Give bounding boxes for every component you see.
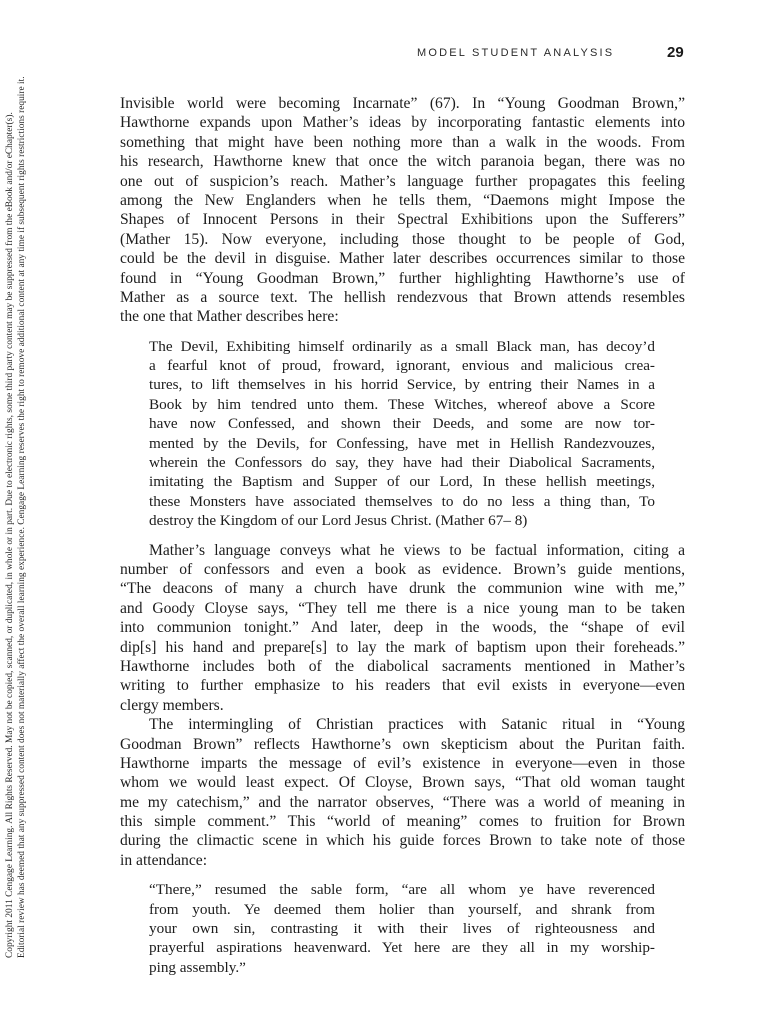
body-text <box>120 94 685 987</box>
copyright-line-2: Editorial review has deemed that any suppressed content does not materially affect the overall learning experience. Cengage Learning reserves the right to remove additional content at any time if subsequent rights restrictions require it. <box>17 76 27 958</box>
quote-line: Book by him tendred unto them. These Witches, whereof above a Score <box>149 395 655 413</box>
block-quote-2 <box>149 880 655 977</box>
paragraph-2 <box>120 541 685 716</box>
quote-line: prayerful aspirations heavenward. Yet here are they all in my worship- <box>149 939 655 957</box>
text-line: and Goody Cloyse says, “They tell me there is a nice young man to be taken <box>120 599 685 617</box>
text-line: writing to further emphasize to his readers that evil exists in everyone—even <box>120 677 685 695</box>
text-line: could be the devil in disguise. Mather later describes occurrences similar to those <box>120 250 685 268</box>
text-line: dip[s] his hand and prepare[s] to lay the mark of baptism upon their foreheads.” <box>120 638 685 656</box>
text-line: something that might have been nothing more than a walk in the woods. From <box>120 133 685 151</box>
text-line: Invisible world were becoming Incarnate” (67). In “Young Goodman Brown,” <box>120 95 685 112</box>
paragraph-1 <box>120 94 685 327</box>
quote-line: tures, to lift themselves in his horrid Service, by entring their Names in a <box>149 376 655 394</box>
text-line: Hawthorne includes both of the diabolical sacraments mentioned in Mather’s <box>120 657 685 675</box>
quote-line: wherein the Confessors do say, they have had their Diabolical Sacraments, <box>149 454 655 472</box>
text-line: one out of suspicion’s reach. Mather’s language further propagates this feeling <box>120 172 685 190</box>
text-line: Mather as a source text. The hellish rendezvous that Brown attends resembles <box>120 288 685 306</box>
text-line: whom we would least expect. Of Cloyse, Brown says, “That old woman taught <box>120 774 685 792</box>
text-line: “The deacons of many a church have drunk the communion wine with me,” <box>120 580 685 598</box>
text-line: clergy members. <box>120 696 224 714</box>
page-number: 29 <box>667 44 684 61</box>
quote-line: ping assembly.” <box>149 958 246 976</box>
text-line: found in “Young Goodman Brown,” further highlighting Hawthorne’s use of <box>120 269 685 287</box>
text-line: Shapes of Innocent Persons in their Spectral Exhibitions upon the Sufferers” <box>120 211 685 229</box>
copyright-line-1: Copyright 2011 Cengage Learning. All Rights Reserved. May not be copied, scanned, or duplicated, in whole or in part. Due to electronic rights, some third party content may be suppressed from the eBook and/or eChapter(s). <box>5 112 15 958</box>
text-line: in attendance: <box>120 851 208 869</box>
text-line: his research, Hawthorne knew that once the witch paranoia began, there was no <box>120 153 685 171</box>
text-line: Mather’s language conveys what he views to be factual information, citing a <box>149 541 685 559</box>
quote-line: “There,” resumed the sable form, “are all whom ye have reverenced <box>149 881 655 899</box>
quote-line: your own sin, contrasting it with their lives of righteousness and <box>149 920 655 938</box>
text-line: this simple comment.” This “world of meaning” comes to fruition for Brown <box>120 813 685 831</box>
text-line: into communion tonight.” And later, deep in the woods, the “shape of evil <box>120 619 685 637</box>
text-line: the one that Mather describes here: <box>120 308 339 326</box>
text-line: me my catechism,” and the narrator observes, “There was a world of meaning in <box>120 793 685 811</box>
paragraph-3 <box>120 715 685 870</box>
quote-line: from youth. Ye deemed them holier than yourself, and shrank from <box>149 900 655 918</box>
text-line: The intermingling of Christian practices with Satanic ritual in “Young <box>149 716 685 734</box>
text-line: among the New Englanders when he tells them, “Daemons might Impose the <box>120 191 685 209</box>
text-line: number of confessors and even a book as evidence. Brown’s guide mentions, <box>120 560 685 578</box>
text-line: Hawthorne imparts the message of evil’s existence in everyone—even in those <box>120 754 685 772</box>
quote-line: The Devil, Exhibiting himself ordinarily as a small Black man, has decoy’d <box>149 337 655 355</box>
block-quote-1 <box>149 337 655 531</box>
running-head: MODEL STUDENT ANALYSIS <box>417 47 615 59</box>
text-line: during the climactic scene in which his guide forces Brown to take note of those <box>120 832 685 850</box>
quote-line: destroy the Kingdom of our Lord Jesus Christ. (Mather 67– 8) <box>149 512 528 530</box>
quote-line: a fearful knot of proud, froward, ignorant, envious and malicious crea- <box>149 357 655 375</box>
quote-line: mented by the Devils, for Confessing, have met in Hellish Randezvouzes, <box>149 434 655 452</box>
quote-line: these Monsters have associated themselves to do no less a thing than, To <box>149 492 655 510</box>
text-line: Goodman Brown” reflects Hawthorne’s own skepticism about the Puritan faith. <box>120 735 685 753</box>
text-line: (Mather 15). Now everyone, including those thought to be people of God, <box>120 230 685 248</box>
text-line: Hawthorne expands upon Mather’s ideas by incorporating fantastic elements into <box>120 114 685 132</box>
quote-line: imitating the Baptism and Supper of our Lord, In these hellish meetings, <box>149 473 655 491</box>
copyright-notice <box>4 68 28 958</box>
quote-line: have now Confessed, and shown their Deeds, and some are now tor- <box>149 415 655 433</box>
